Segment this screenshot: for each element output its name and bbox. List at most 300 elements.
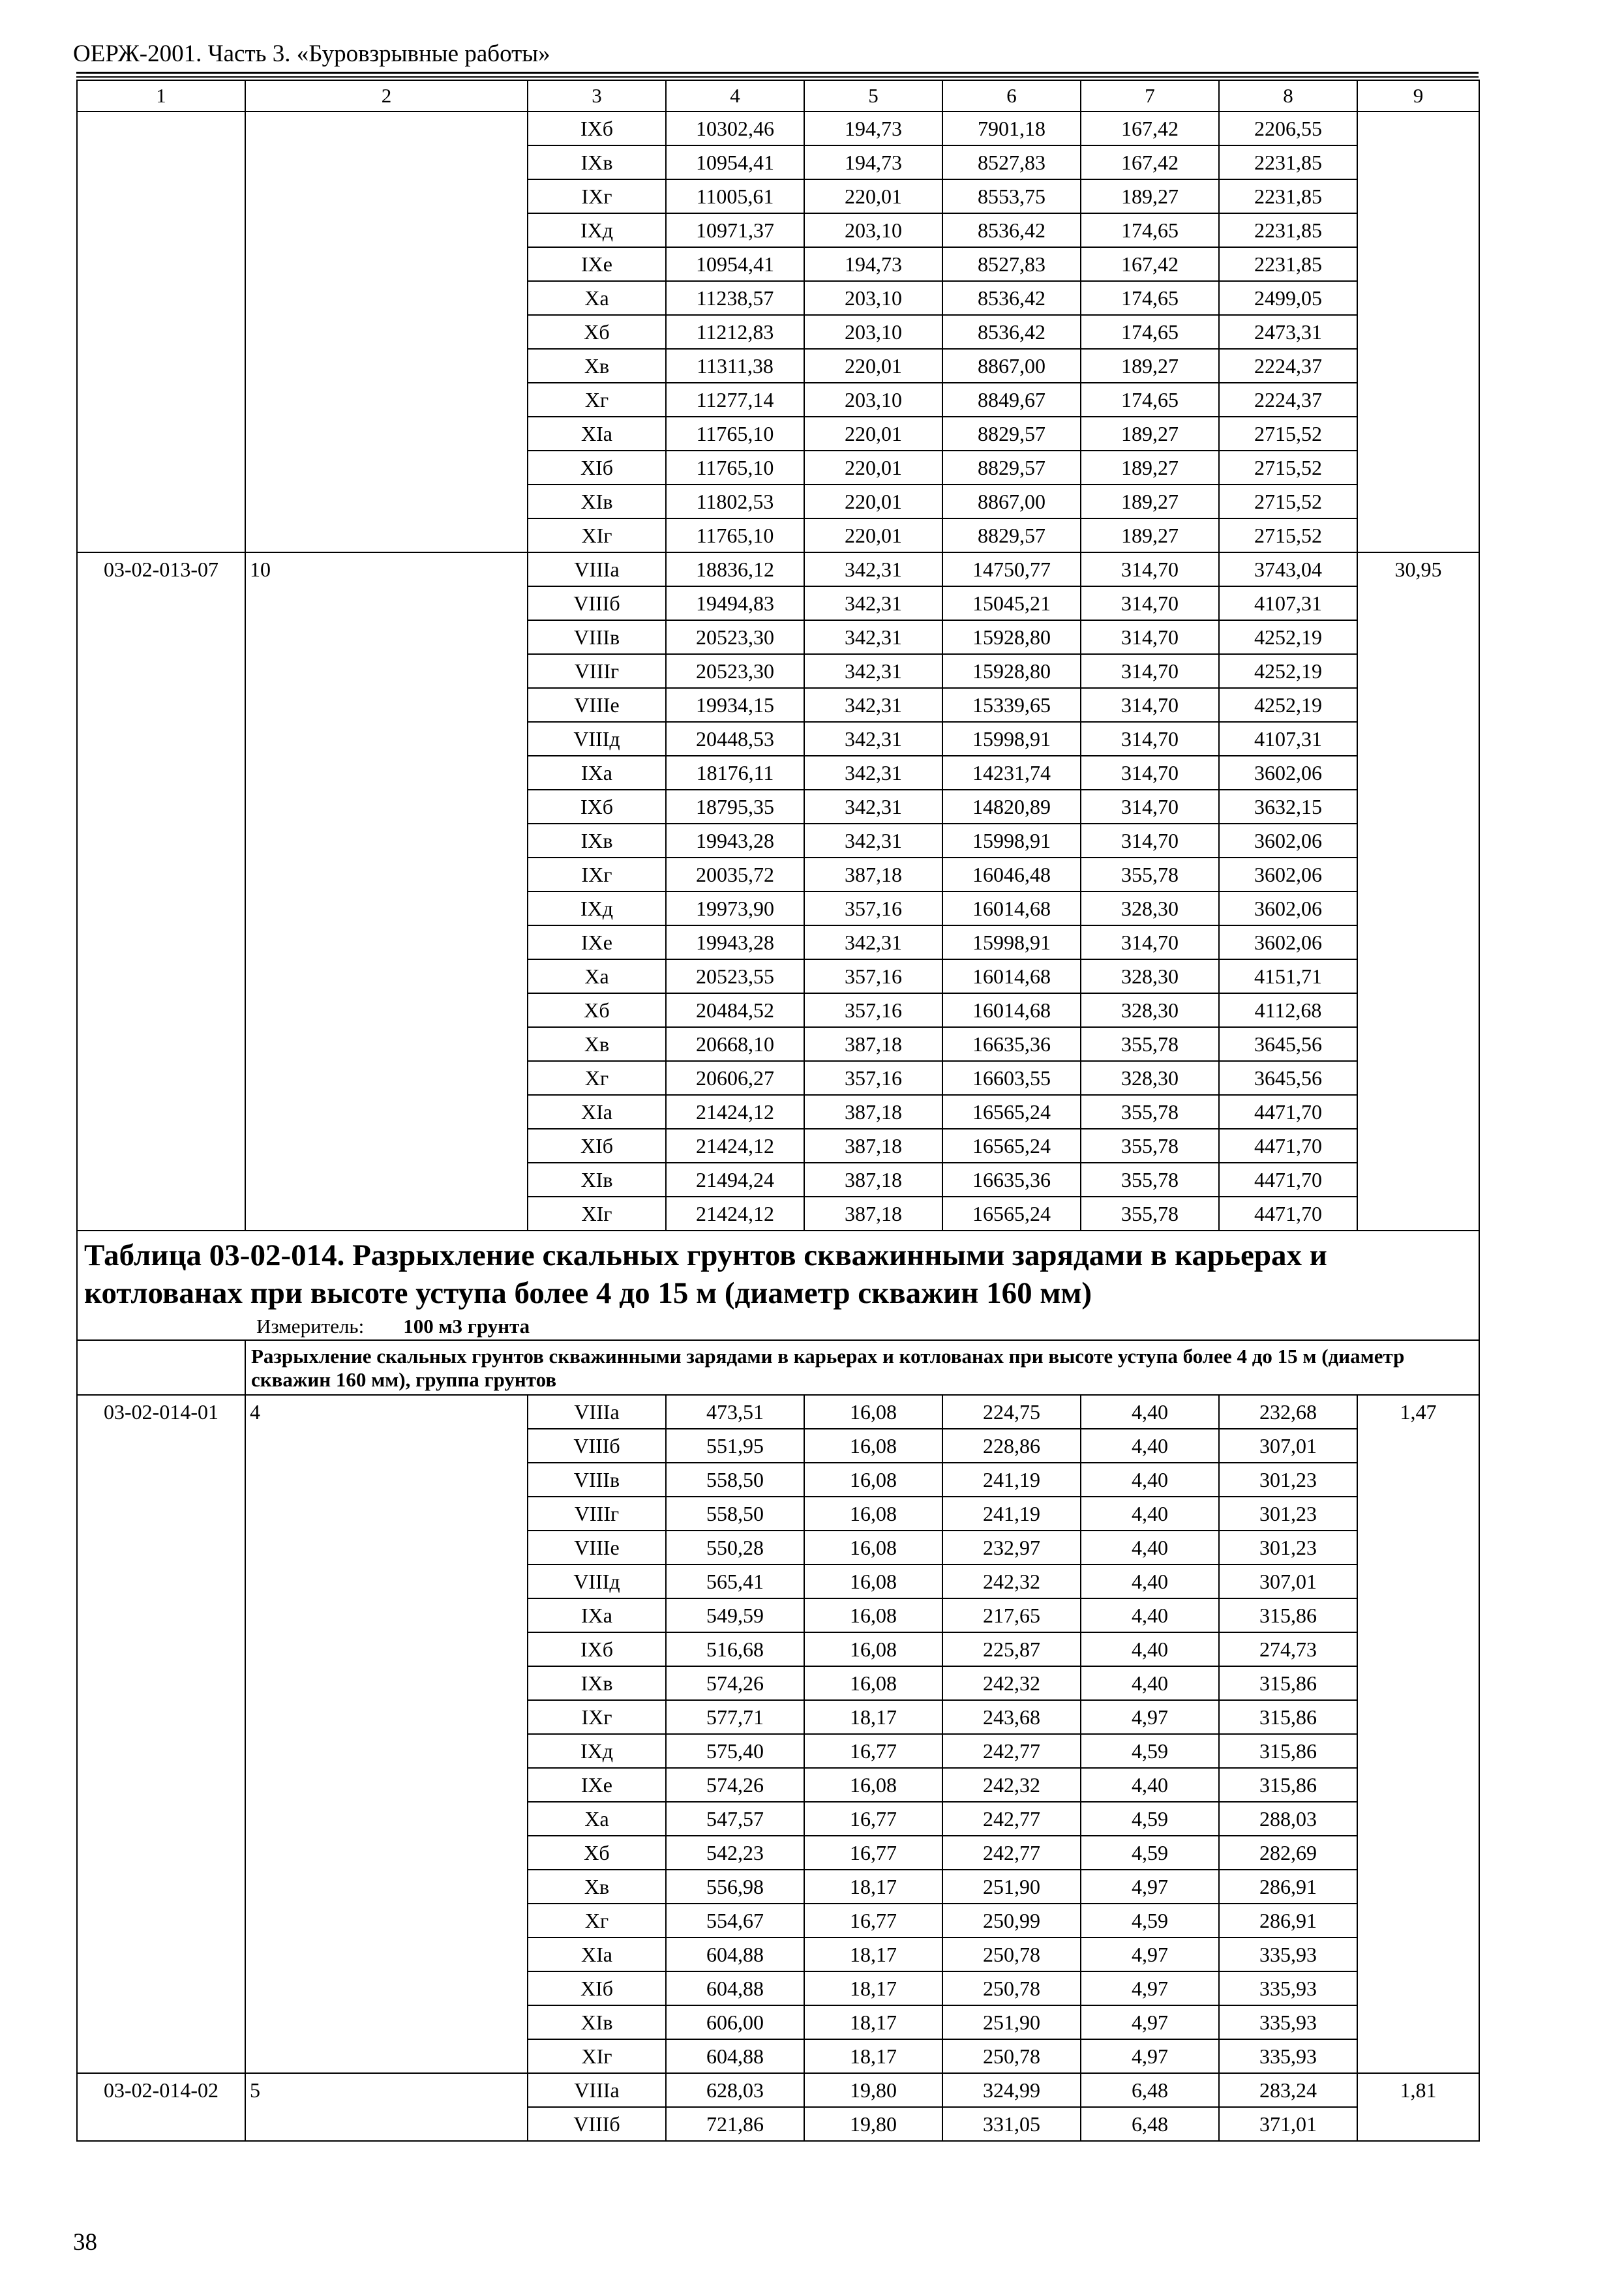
value-cell: 16565,24	[942, 1095, 1081, 1129]
soil-category-cell: IXе	[528, 247, 666, 281]
value-cell: 4112,68	[1219, 993, 1357, 1027]
value-cell: 357,16	[804, 959, 942, 993]
value-cell: 4252,19	[1219, 688, 1357, 722]
value-cell: 4,40	[1081, 1598, 1219, 1632]
value-cell: 387,18	[804, 1129, 942, 1163]
table-row	[77, 824, 1479, 858]
coefficient-cell	[1357, 1768, 1479, 1802]
value-cell: 21494,24	[666, 1163, 804, 1197]
value-cell: 324,99	[942, 2073, 1081, 2107]
value-cell: 2206,55	[1219, 112, 1357, 145]
value-cell: 342,31	[804, 824, 942, 858]
soil-category-cell: VIIIе	[528, 1531, 666, 1564]
value-cell: 4,59	[1081, 1802, 1219, 1836]
group-cell	[245, 959, 528, 993]
value-cell: 2231,85	[1219, 213, 1357, 247]
table-title-row	[77, 1231, 1479, 1340]
table-row	[77, 281, 1479, 315]
value-cell: 274,73	[1219, 1632, 1357, 1666]
code-cell	[77, 383, 245, 417]
value-cell: 15045,21	[942, 586, 1081, 620]
coefficient-cell	[1357, 2005, 1479, 2039]
value-cell: 14231,74	[942, 756, 1081, 790]
coefficient-cell	[1357, 1734, 1479, 1768]
soil-category-cell: XIг	[528, 1197, 666, 1231]
code-cell	[77, 518, 245, 552]
code-cell	[77, 925, 245, 959]
value-cell: 20035,72	[666, 858, 804, 891]
group-cell	[245, 518, 528, 552]
value-cell: 342,31	[804, 688, 942, 722]
value-cell: 220,01	[804, 349, 942, 383]
group-cell	[245, 349, 528, 383]
group-cell	[245, 417, 528, 451]
value-cell: 355,78	[1081, 858, 1219, 891]
code-cell	[77, 1463, 245, 1497]
value-cell: 189,27	[1081, 179, 1219, 213]
table-row	[77, 654, 1479, 688]
value-cell: 241,19	[942, 1463, 1081, 1497]
value-cell: 315,86	[1219, 1734, 1357, 1768]
soil-category-cell: XIг	[528, 2039, 666, 2073]
code-cell	[77, 2039, 245, 2073]
value-cell: 250,78	[942, 1971, 1081, 2005]
code-cell	[77, 417, 245, 451]
coefficient-cell	[1357, 485, 1479, 518]
value-cell: 19943,28	[666, 824, 804, 858]
value-cell: 328,30	[1081, 1061, 1219, 1095]
coefficient-cell	[1357, 112, 1479, 145]
soil-category-cell: IXг	[528, 1700, 666, 1734]
soil-category-cell: Xб	[528, 993, 666, 1027]
value-cell: 342,31	[804, 654, 942, 688]
soil-category-cell: VIIIа	[528, 552, 666, 586]
value-cell: 14820,89	[942, 790, 1081, 824]
value-cell: 516,68	[666, 1632, 804, 1666]
value-cell: 307,01	[1219, 1564, 1357, 1598]
value-cell: 18,17	[804, 1937, 942, 1971]
group-cell	[245, 1463, 528, 1497]
soil-category-cell: IXв	[528, 824, 666, 858]
value-cell: 3602,06	[1219, 756, 1357, 790]
code-cell	[77, 1497, 245, 1531]
coefficient-cell	[1357, 1095, 1479, 1129]
table-row	[77, 1497, 1479, 1531]
value-cell: 8536,42	[942, 281, 1081, 315]
value-cell: 575,40	[666, 1734, 804, 1768]
table-row	[77, 451, 1479, 485]
unit-of-measure	[84, 1313, 1472, 1339]
coefficient-cell	[1357, 2107, 1479, 2141]
value-cell: 721,86	[666, 2107, 804, 2141]
code-cell	[77, 1768, 245, 1802]
code-cell	[77, 756, 245, 790]
value-cell: 16,08	[804, 1395, 942, 1429]
code-cell	[77, 586, 245, 620]
header-rule	[76, 72, 1479, 74]
value-cell: 355,78	[1081, 1027, 1219, 1061]
table-row	[77, 1700, 1479, 1734]
table-title: Таблица 03-02-014. Разрыхление скальных грунтов скважинными зарядами в карьерах и котлованах при высоте уступа более 4 до 15 м (диаметр скважин 160 мм)	[84, 1238, 1327, 1310]
value-cell: 11765,10	[666, 518, 804, 552]
value-cell: 20484,52	[666, 993, 804, 1027]
value-cell: 10302,46	[666, 112, 804, 145]
value-cell: 556,98	[666, 1870, 804, 1904]
value-cell: 604,88	[666, 2039, 804, 2073]
value-cell: 328,30	[1081, 993, 1219, 1027]
value-cell: 16,08	[804, 1531, 942, 1564]
value-cell: 18176,11	[666, 756, 804, 790]
group-cell	[245, 485, 528, 518]
value-cell: 628,03	[666, 2073, 804, 2107]
table-row	[77, 1027, 1479, 1061]
value-cell: 542,23	[666, 1836, 804, 1870]
table-row	[77, 620, 1479, 654]
code-cell	[77, 858, 245, 891]
value-cell: 16,08	[804, 1598, 942, 1632]
code-cell	[77, 2107, 245, 2141]
value-cell: 4,97	[1081, 1971, 1219, 2005]
value-cell: 549,59	[666, 1598, 804, 1632]
value-cell: 16635,36	[942, 1163, 1081, 1197]
group-cell	[245, 112, 528, 145]
group-cell	[245, 790, 528, 824]
soil-category-cell: XIа	[528, 417, 666, 451]
value-cell: 357,16	[804, 891, 942, 925]
coefficient-cell	[1357, 1497, 1479, 1531]
soil-category-cell: IXа	[528, 756, 666, 790]
value-cell: 3645,56	[1219, 1027, 1357, 1061]
code-cell	[77, 1129, 245, 1163]
value-cell: 283,24	[1219, 2073, 1357, 2107]
value-cell: 19,80	[804, 2073, 942, 2107]
coefficient-cell	[1357, 1971, 1479, 2005]
code-cell	[77, 1061, 245, 1095]
code-cell	[77, 213, 245, 247]
value-cell: 11765,10	[666, 451, 804, 485]
value-cell: 174,65	[1081, 281, 1219, 315]
group-cell	[245, 654, 528, 688]
value-cell: 225,87	[942, 1632, 1081, 1666]
coefficient-cell	[1357, 1531, 1479, 1564]
code-cell	[77, 281, 245, 315]
value-cell: 167,42	[1081, 112, 1219, 145]
coefficient-cell	[1357, 790, 1479, 824]
value-cell: 189,27	[1081, 417, 1219, 451]
value-cell: 16,08	[804, 1666, 942, 1700]
value-cell: 4,59	[1081, 1734, 1219, 1768]
value-cell: 355,78	[1081, 1095, 1219, 1129]
group-cell	[245, 993, 528, 1027]
value-cell: 16565,24	[942, 1197, 1081, 1231]
rates-table-body	[77, 80, 1479, 2141]
value-cell: 4471,70	[1219, 1129, 1357, 1163]
empty-cell	[77, 1340, 245, 1395]
value-cell: 16,08	[804, 1768, 942, 1802]
coefficient-cell	[1357, 281, 1479, 315]
value-cell: 18,17	[804, 1700, 942, 1734]
coefficient-cell	[1357, 756, 1479, 790]
value-cell: 19934,15	[666, 688, 804, 722]
value-cell: 4471,70	[1219, 1095, 1357, 1129]
value-cell: 232,97	[942, 1531, 1081, 1564]
table-row	[77, 925, 1479, 959]
code-cell	[77, 620, 245, 654]
value-cell: 3602,06	[1219, 858, 1357, 891]
soil-category-cell: IXе	[528, 1768, 666, 1802]
group-cell	[245, 1904, 528, 1937]
value-cell: 335,93	[1219, 1971, 1357, 2005]
table-row	[77, 1531, 1479, 1564]
value-cell: 604,88	[666, 1971, 804, 2005]
value-cell: 18,17	[804, 1971, 942, 2005]
coefficient-cell	[1357, 688, 1479, 722]
value-cell: 19973,90	[666, 891, 804, 925]
value-cell: 335,93	[1219, 2039, 1357, 2073]
column-number: 9	[1357, 80, 1479, 112]
value-cell: 8553,75	[942, 179, 1081, 213]
value-cell: 2715,52	[1219, 417, 1357, 451]
soil-category-cell: IXв	[528, 145, 666, 179]
value-cell: 11277,14	[666, 383, 804, 417]
table-row	[77, 315, 1479, 349]
value-cell: 314,70	[1081, 688, 1219, 722]
group-cell	[245, 1564, 528, 1598]
value-cell: 16,08	[804, 1632, 942, 1666]
column-number: 8	[1219, 80, 1357, 112]
value-cell: 8867,00	[942, 485, 1081, 518]
coefficient-cell	[1357, 451, 1479, 485]
coefficient-cell: 1,47	[1357, 1395, 1479, 1429]
value-cell: 574,26	[666, 1666, 804, 1700]
value-cell: 4107,31	[1219, 722, 1357, 756]
value-cell: 604,88	[666, 1937, 804, 1971]
code-cell	[77, 654, 245, 688]
column-number: 6	[942, 80, 1081, 112]
value-cell: 15998,91	[942, 925, 1081, 959]
value-cell: 6,48	[1081, 2073, 1219, 2107]
value-cell: 10971,37	[666, 213, 804, 247]
value-cell: 4,40	[1081, 1429, 1219, 1463]
value-cell: 250,99	[942, 1904, 1081, 1937]
value-cell: 4,40	[1081, 1497, 1219, 1531]
group-cell	[245, 1197, 528, 1231]
table-row	[77, 1904, 1479, 1937]
running-header: ОЕРЖ-2001. Часть 3. «Буровзрывные работы»	[73, 40, 550, 67]
value-cell: 21424,12	[666, 1197, 804, 1231]
code-cell	[77, 1870, 245, 1904]
value-cell: 2224,37	[1219, 349, 1357, 383]
code-cell	[77, 315, 245, 349]
coefficient-cell	[1357, 2039, 1479, 2073]
soil-category-cell: XIа	[528, 1095, 666, 1129]
value-cell: 251,90	[942, 2005, 1081, 2039]
group-cell	[245, 925, 528, 959]
soil-category-cell: IXв	[528, 1666, 666, 1700]
coefficient-cell	[1357, 383, 1479, 417]
group-cell	[245, 1870, 528, 1904]
table-row	[77, 485, 1479, 518]
soil-category-cell: XIв	[528, 1163, 666, 1197]
value-cell: 189,27	[1081, 518, 1219, 552]
value-cell: 6,48	[1081, 2107, 1219, 2141]
value-cell: 577,71	[666, 1700, 804, 1734]
coefficient-cell	[1357, 1197, 1479, 1231]
table-row	[77, 247, 1479, 281]
value-cell: 2715,52	[1219, 451, 1357, 485]
soil-category-cell: VIIIг	[528, 654, 666, 688]
value-cell: 286,91	[1219, 1904, 1357, 1937]
group-cell	[245, 1632, 528, 1666]
group-cell	[245, 1700, 528, 1734]
code-cell	[77, 1598, 245, 1632]
coefficient-cell	[1357, 247, 1479, 281]
value-cell: 387,18	[804, 1163, 942, 1197]
value-cell: 3602,06	[1219, 824, 1357, 858]
value-cell: 8829,57	[942, 417, 1081, 451]
value-cell: 4,40	[1081, 1531, 1219, 1564]
value-cell: 342,31	[804, 790, 942, 824]
value-cell: 18,17	[804, 1870, 942, 1904]
coefficient-cell	[1357, 993, 1479, 1027]
value-cell: 3602,06	[1219, 891, 1357, 925]
code-cell	[77, 349, 245, 383]
group-cell	[245, 2107, 528, 2141]
value-cell: 242,32	[942, 1564, 1081, 1598]
group-cell	[245, 1027, 528, 1061]
table-row	[77, 1095, 1479, 1129]
rates-table	[76, 80, 1480, 2142]
value-cell: 11212,83	[666, 315, 804, 349]
table-row	[77, 1395, 1479, 1429]
code-cell	[77, 179, 245, 213]
coefficient-cell	[1357, 586, 1479, 620]
value-cell: 2473,31	[1219, 315, 1357, 349]
value-cell: 11238,57	[666, 281, 804, 315]
soil-category-cell: Xв	[528, 1870, 666, 1904]
soil-category-cell: Xа	[528, 959, 666, 993]
value-cell: 342,31	[804, 925, 942, 959]
value-cell: 251,90	[942, 1870, 1081, 1904]
table-row	[77, 1768, 1479, 1802]
value-cell: 8527,83	[942, 247, 1081, 281]
value-cell: 286,91	[1219, 1870, 1357, 1904]
soil-category-cell: VIIIа	[528, 1395, 666, 1429]
soil-category-cell: VIIIг	[528, 1497, 666, 1531]
soil-category-cell: VIIIд	[528, 722, 666, 756]
coefficient-cell	[1357, 1632, 1479, 1666]
value-cell: 250,78	[942, 2039, 1081, 2073]
code-cell	[77, 1971, 245, 2005]
value-cell: 342,31	[804, 756, 942, 790]
soil-category-cell: VIIIб	[528, 586, 666, 620]
value-cell: 8536,42	[942, 315, 1081, 349]
value-cell: 558,50	[666, 1463, 804, 1497]
table-row	[77, 1870, 1479, 1904]
group-cell	[245, 179, 528, 213]
value-cell: 16014,68	[942, 993, 1081, 1027]
value-cell: 15928,80	[942, 620, 1081, 654]
table-row	[77, 722, 1479, 756]
group-cell	[245, 1666, 528, 1700]
soil-category-cell: Xа	[528, 1802, 666, 1836]
value-cell: 314,70	[1081, 756, 1219, 790]
value-cell: 554,67	[666, 1904, 804, 1937]
coefficient-cell	[1357, 1163, 1479, 1197]
code-cell	[77, 1027, 245, 1061]
value-cell: 20448,53	[666, 722, 804, 756]
coefficient-cell	[1357, 349, 1479, 383]
coefficient-cell	[1357, 1937, 1479, 1971]
page-number: 38	[73, 2229, 97, 2256]
soil-category-cell: IXд	[528, 213, 666, 247]
group-cell	[245, 1598, 528, 1632]
soil-category-cell: VIIIд	[528, 1564, 666, 1598]
value-cell: 301,23	[1219, 1497, 1357, 1531]
value-cell: 314,70	[1081, 620, 1219, 654]
value-cell: 8829,57	[942, 518, 1081, 552]
value-cell: 2224,37	[1219, 383, 1357, 417]
value-cell: 4,97	[1081, 2005, 1219, 2039]
value-cell: 3645,56	[1219, 1061, 1357, 1095]
value-cell: 314,70	[1081, 654, 1219, 688]
table-row	[77, 1666, 1479, 1700]
table-row	[77, 1129, 1479, 1163]
table-row	[77, 2005, 1479, 2039]
table-row	[77, 1463, 1479, 1497]
value-cell: 2499,05	[1219, 281, 1357, 315]
value-cell: 2231,85	[1219, 145, 1357, 179]
coefficient-cell	[1357, 417, 1479, 451]
code-cell	[77, 722, 245, 756]
value-cell: 20606,27	[666, 1061, 804, 1095]
soil-category-cell: VIIIе	[528, 688, 666, 722]
value-cell: 4,40	[1081, 1632, 1219, 1666]
soil-category-cell: IXа	[528, 1598, 666, 1632]
soil-category-cell: IXг	[528, 858, 666, 891]
code-cell	[77, 145, 245, 179]
code-cell	[77, 1632, 245, 1666]
code-cell	[77, 824, 245, 858]
table-row	[77, 688, 1479, 722]
table-row	[77, 1564, 1479, 1598]
group-cell	[245, 1163, 528, 1197]
group-cell	[245, 586, 528, 620]
value-cell: 4151,71	[1219, 959, 1357, 993]
value-cell: 4,97	[1081, 2039, 1219, 2073]
value-cell: 314,70	[1081, 552, 1219, 586]
value-cell: 21424,12	[666, 1129, 804, 1163]
table-row	[77, 349, 1479, 383]
value-cell: 8527,83	[942, 145, 1081, 179]
value-cell: 371,01	[1219, 2107, 1357, 2141]
coefficient-cell	[1357, 1836, 1479, 1870]
value-cell: 16,77	[804, 1836, 942, 1870]
table-row	[77, 2073, 1479, 2107]
code-cell	[77, 790, 245, 824]
value-cell: 606,00	[666, 2005, 804, 2039]
table-row	[77, 1632, 1479, 1666]
value-cell: 314,70	[1081, 722, 1219, 756]
code-cell	[77, 1564, 245, 1598]
value-cell: 2231,85	[1219, 179, 1357, 213]
value-cell: 335,93	[1219, 2005, 1357, 2039]
soil-category-cell: Xв	[528, 1027, 666, 1061]
value-cell: 16,08	[804, 1497, 942, 1531]
value-cell: 342,31	[804, 586, 942, 620]
value-cell: 242,32	[942, 1666, 1081, 1700]
value-cell: 2231,85	[1219, 247, 1357, 281]
